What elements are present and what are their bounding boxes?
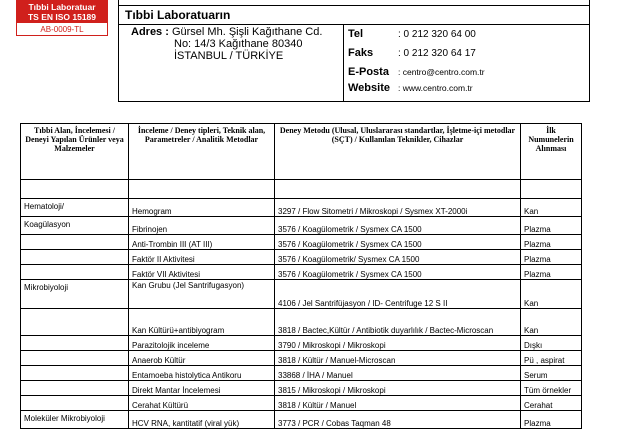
cell-test: Hemogram	[129, 199, 275, 217]
table-row	[21, 265, 582, 280]
title-divider	[119, 24, 589, 25]
cell-sample: Cerahat	[521, 396, 582, 411]
cell-sample: Serum	[521, 366, 582, 381]
table-row	[21, 217, 582, 235]
address-line-1: Gürsel Mh. Şişli Kağıthane Cd.	[171, 26, 323, 38]
email-value: : centro@centro.com.tr	[398, 67, 485, 77]
table-row	[21, 366, 582, 381]
address-line-2: No: 14/3 Kağıthane 80340	[174, 38, 303, 50]
table-row	[21, 411, 582, 429]
table-row	[21, 180, 582, 199]
table-row	[21, 309, 582, 336]
cell-test: Cerahat Kültürü	[129, 396, 275, 411]
cell-category	[21, 396, 129, 411]
cell-category: Mikrobiyoloji	[21, 280, 129, 309]
accreditation-standard	[17, 1, 107, 23]
header-medical-field: Tıbbi Alan, İncelemesi / Deneyi Yapılan Ürünler veya Malzemeler	[21, 124, 129, 180]
table-row	[21, 336, 582, 351]
header-test-type: İnceleme / Deney tipleri, Teknik alan, Parametreler / Analitik Metodlar	[129, 124, 275, 180]
table-row	[21, 280, 582, 309]
lab-info-box	[118, 5, 590, 102]
cell-category	[21, 351, 129, 366]
cell-method: 3790 / Mikroskopi / Mikroskopi	[275, 336, 521, 351]
cell-method: 33868 / İHA / Manuel	[275, 366, 521, 381]
cell-method: 3297 / Flow Sitometri / Mikroskopi / Sysmex XT-2000i	[275, 199, 521, 217]
cell-category: Koagülasyon	[21, 217, 129, 235]
cell-method: 3576 / Koagülometrik / Sysmex CA 1500	[275, 217, 521, 235]
table-row	[21, 351, 582, 366]
cell-sample: Tüm örnekler	[521, 381, 582, 396]
cell-category	[21, 336, 129, 351]
cell-category: Hematoloji/	[21, 199, 129, 217]
cell-test: Entamoeba histolytica Antikoru	[129, 366, 275, 381]
table-header-row	[21, 124, 582, 180]
cell-method: 3576 / Koagülometrik / Sysmex CA 1500	[275, 235, 521, 250]
address-line-3: İSTANBUL / TÜRKİYE	[174, 50, 284, 62]
cell-method: 3576 / Koagülometrik/ Sysmex CA 1500	[275, 250, 521, 265]
cell-method: 3576 / Koagülometrik / Sysmex CA 1500	[275, 265, 521, 280]
tel-label: Tel	[348, 28, 364, 40]
cell-sample	[521, 180, 582, 199]
cell-category	[21, 309, 129, 336]
cell-sample: Kan	[521, 280, 582, 309]
cell-sample: Pü , aspirat	[521, 351, 582, 366]
cell-method: 3773 / PCR / Cobas Taqman 48	[275, 411, 521, 429]
cell-test: Parazitolojik inceleme	[129, 336, 275, 351]
cell-category	[21, 180, 129, 199]
cell-test	[129, 180, 275, 199]
cell-test: Anti-Trombin III (AT III)	[129, 235, 275, 250]
lab-title: Tıbbi Laboratuarın	[125, 8, 231, 22]
accreditation-line1: Tıbbi Laboratuar	[28, 2, 96, 12]
cell-sample: Kan	[521, 309, 582, 336]
cell-method: 3815 / Mikroskopi / Mikroskopi	[275, 381, 521, 396]
cell-method: 4106 / Jel Santrifüjasyon / ID- Centrifuge 12 S II	[275, 280, 521, 309]
cell-test: Kan Kültürü+antibiyogram	[129, 309, 275, 336]
website-value: : www.centro.com.tr	[398, 83, 473, 93]
cell-sample: Kan	[521, 199, 582, 217]
header-sample: İlk Numunelerin Alınması	[521, 124, 582, 180]
website-label: Website	[348, 82, 390, 94]
header-test-method: Deney Metodu (Ulusal, Uluslararası standartlar, İşletme-içi metodlar (SÇT) / Kullanılan Teknikler, Cihazlar	[275, 124, 521, 180]
cell-category	[21, 265, 129, 280]
cell-category	[21, 250, 129, 265]
cell-category	[21, 366, 129, 381]
cell-test: Direkt Mantar İncelemesi	[129, 381, 275, 396]
tel-value: : 0 212 320 64 00	[398, 29, 476, 40]
cell-test: Kan Grubu (Jel Santrifugasyon)	[129, 280, 275, 309]
cell-test: Faktör VII Aktivitesi	[129, 265, 275, 280]
cell-method	[275, 180, 521, 199]
cell-sample: Plazma	[521, 265, 582, 280]
table-row	[21, 381, 582, 396]
cell-test: HCV RNA, kantitatif (viral yük)	[129, 411, 275, 429]
address-divider	[343, 24, 344, 102]
cell-method: 3818 / Bactec,Kültür / Antibiotik duyarlılık / Bactec-Microscan	[275, 309, 521, 336]
cell-category	[21, 381, 129, 396]
accreditation-line2: TS EN ISO 15189	[27, 12, 97, 22]
accreditation-scope-table	[20, 123, 582, 429]
fax-label: Faks	[348, 47, 374, 59]
cell-method: 3818 / Kültür / Manuel	[275, 396, 521, 411]
table-row	[21, 396, 582, 411]
cell-test: Anaerob Kültür	[129, 351, 275, 366]
cell-test: Fibrinojen	[129, 217, 275, 235]
cell-sample: Plazma	[521, 235, 582, 250]
table-row	[21, 250, 582, 265]
address-label: Adres :	[131, 26, 169, 38]
address-block	[131, 26, 322, 62]
cell-sample: Plazma	[521, 411, 582, 429]
cell-sample: Dışkı	[521, 336, 582, 351]
accreditation-code: AB-0009-TL	[40, 25, 84, 34]
cell-category	[21, 235, 129, 250]
cell-sample: Plazma	[521, 250, 582, 265]
cell-test: Faktör II Aktivitesi	[129, 250, 275, 265]
table-row	[21, 199, 582, 217]
cell-method: 3818 / Kültür / Manuel-Microscan	[275, 351, 521, 366]
accreditation-badge	[16, 0, 108, 36]
fax-value: : 0 212 320 64 17	[398, 48, 476, 59]
table-row	[21, 235, 582, 250]
email-label: E-Posta	[348, 66, 389, 78]
cell-sample: Plazma	[521, 217, 582, 235]
cell-category: Moleküler Mikrobiyoloji	[21, 411, 129, 429]
